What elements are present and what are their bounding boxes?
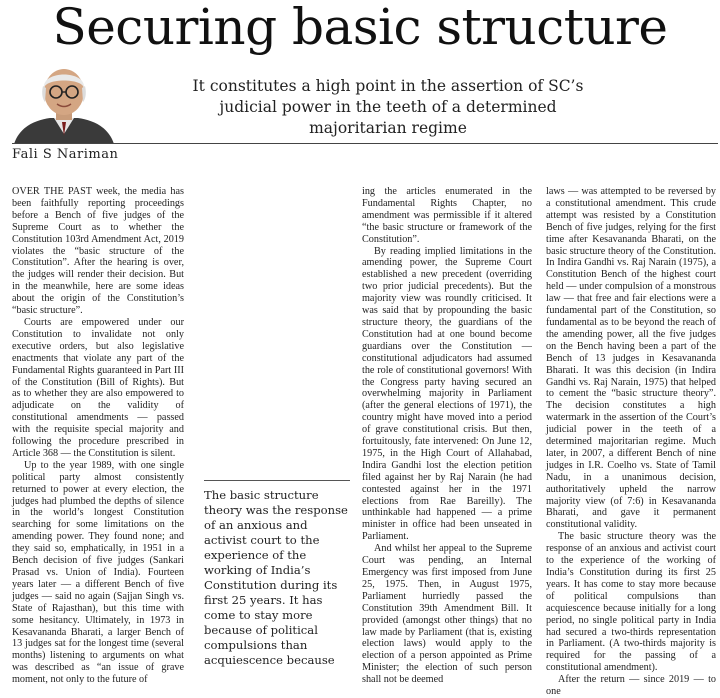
paragraph: The basic structure theory was the response of an anxious and activist court to the experience of the working of India’s Constitution during its first 25 years. It has come to stay more because of political compulsions than acquiescence because initially for a long period, no single political party in India had secured a two-thirds representation in Parliament. (A two-thirds majority is required for the passing of a constitutional amendment). (546, 531, 716, 674)
paragraph: After the return — since 2019 — to one (546, 674, 716, 698)
paragraph: Courts are empowered under our Constitution to invalidate not only executive orders, but also legislative enactments that violate any part of the Fundamental Rights guaranteed in Part III of the Constitution (Bill of Rights). But as to whether they are also empowered to adjudicate on the validity of constitutional amendments — passed with the requisite special majority and following the procedure prescribed in Article 368 — the Constitution is silent. (12, 316, 184, 459)
author-portrait-illustration (12, 64, 116, 144)
paragraph: And whilst her appeal to the Supreme Court was pending, an Internal Emergency was first imposed from June 25, 1975. Then, in August 1975, Parliament hurriedly passed the Constitution 39th Amendment Bill. It provided (amongst other things) that no law made by Parliament (that is, existing election laws) would apply to the election of a person appointed as Prime Minister; the election of such person shall not be deemed (362, 543, 532, 686)
article-deck: It constitutes a high point in the assertion of SC’s judicial power in the teeth of a determined majoritarian regime (192, 77, 584, 137)
byline: Fali S Nariman (12, 147, 119, 162)
pullquote: The basic structure theory was the response of an anxious and activist court to the experience of the working of India’s Constitution during its first 25 years. It has come to stay more because of political compulsions than acquiescence because (204, 488, 348, 667)
byline-divider (12, 143, 718, 144)
paragraph: ing the articles enumerated in the Fundamental Rights Chapter, no amendment was permissible if it altered “the basic structure or framework of the Constitution”. (362, 186, 532, 245)
pullquote-divider (204, 480, 350, 481)
paragraph: By reading implied limitations in the amending power, the Supreme Court established a new precedent (overriding two prior judicial precedents). But the majority view was roundly criticised. It was said that by propounding the basic structure theory, the guardians of the Constitution had at one bound become guardians over the Constitution — constitutional adjudicators had assumed the role of constitutional governors! With the Congress party having secured an overwhelming majority in Parliament (after the general elections of 1971), the country might have moved into a period of grave constitutional crisis. But then, fortuitously, fate intervened: On June 12, 1975, in the High Court of Allahabad, Indira Gandhi lost the election petition filed against her by Raj Narain (he had contested against her in the 1971 elections from Rae Bareilly). The unthinkable had happened — a prime minister in office had been unseated in Parliament. (362, 245, 532, 543)
text-column-2 (362, 186, 532, 686)
paragraph: Up to the year 1989, with one single political party almost consistently returned to power at every election, the judges had plumbed the depths of silence in the world’s longest Constitution searching for some limitations on the amending power. They found none; and they said so, emphatically, in 1951 in a Bench decision of five judges (Sankari Prasad vs. Union of India). Fourteen years later — a different Bench of five judges — said no again (Sajjan Singh vs. State of Rajasthan), but this time with some hesitancy. Ultimately, in 1973 in Kesavananda Bharati, a larger Bench of 13 judges sat for the longest time (several months) listening to arguments on what was described as “an issue of grave moment, not only to the future of (12, 459, 184, 686)
paragraph: laws — was attempted to be reversed by a constitutional amendment. This crude attempt was resisted by a Constitution Bench of five judges, relying for the first time after Kesavananda Bharati, on the basic structure theory of the Constitution. In Indira Gandhi vs. Raj Narain (1975), a Constitution Bench of the highest court held — under compulsion of a monstrous law — that free and fair elections were a fundamental part of the Constitution, so fundamental as to be beyond the reach of the amending power, all the five judges on the Bench having been a part of the Bench of 13 judges in Kesavananda Bharati. It was this decision (in Indira Gandhi vs. Raj Narain, 1975) that helped to cement the “basic structure theory”. The decision constitutes a high watermark in the assertion of the Court’s judicial power in the teeth of a determined majoritarian regime. Much later, in 2007, a different Bench of nine judges in I.R. Coelho vs. State of Tamil Nadu, in a unanimous decision, authoritatively upheld the narrow majority view (of 7:6) in Kesavananda Bharati, and gave it permanent constitutional validity. (546, 186, 716, 531)
text-column-3 (546, 186, 716, 698)
text-column-1 (12, 186, 184, 686)
headline: Securing basic structure (52, 0, 668, 56)
paragraph: OVER THE PAST week, the media has been faithfully reporting proceedings before a Bench of five judges of the Supreme Court as to whether the Constitution 103rd Amendment Act, 2019 violates the “basic structure of the Constitution”. After the hearing is over, the judges will render their decision. But in the meanwhile, here are some ideas about the origin of the Constitution’s “basic structure”. (12, 186, 184, 317)
